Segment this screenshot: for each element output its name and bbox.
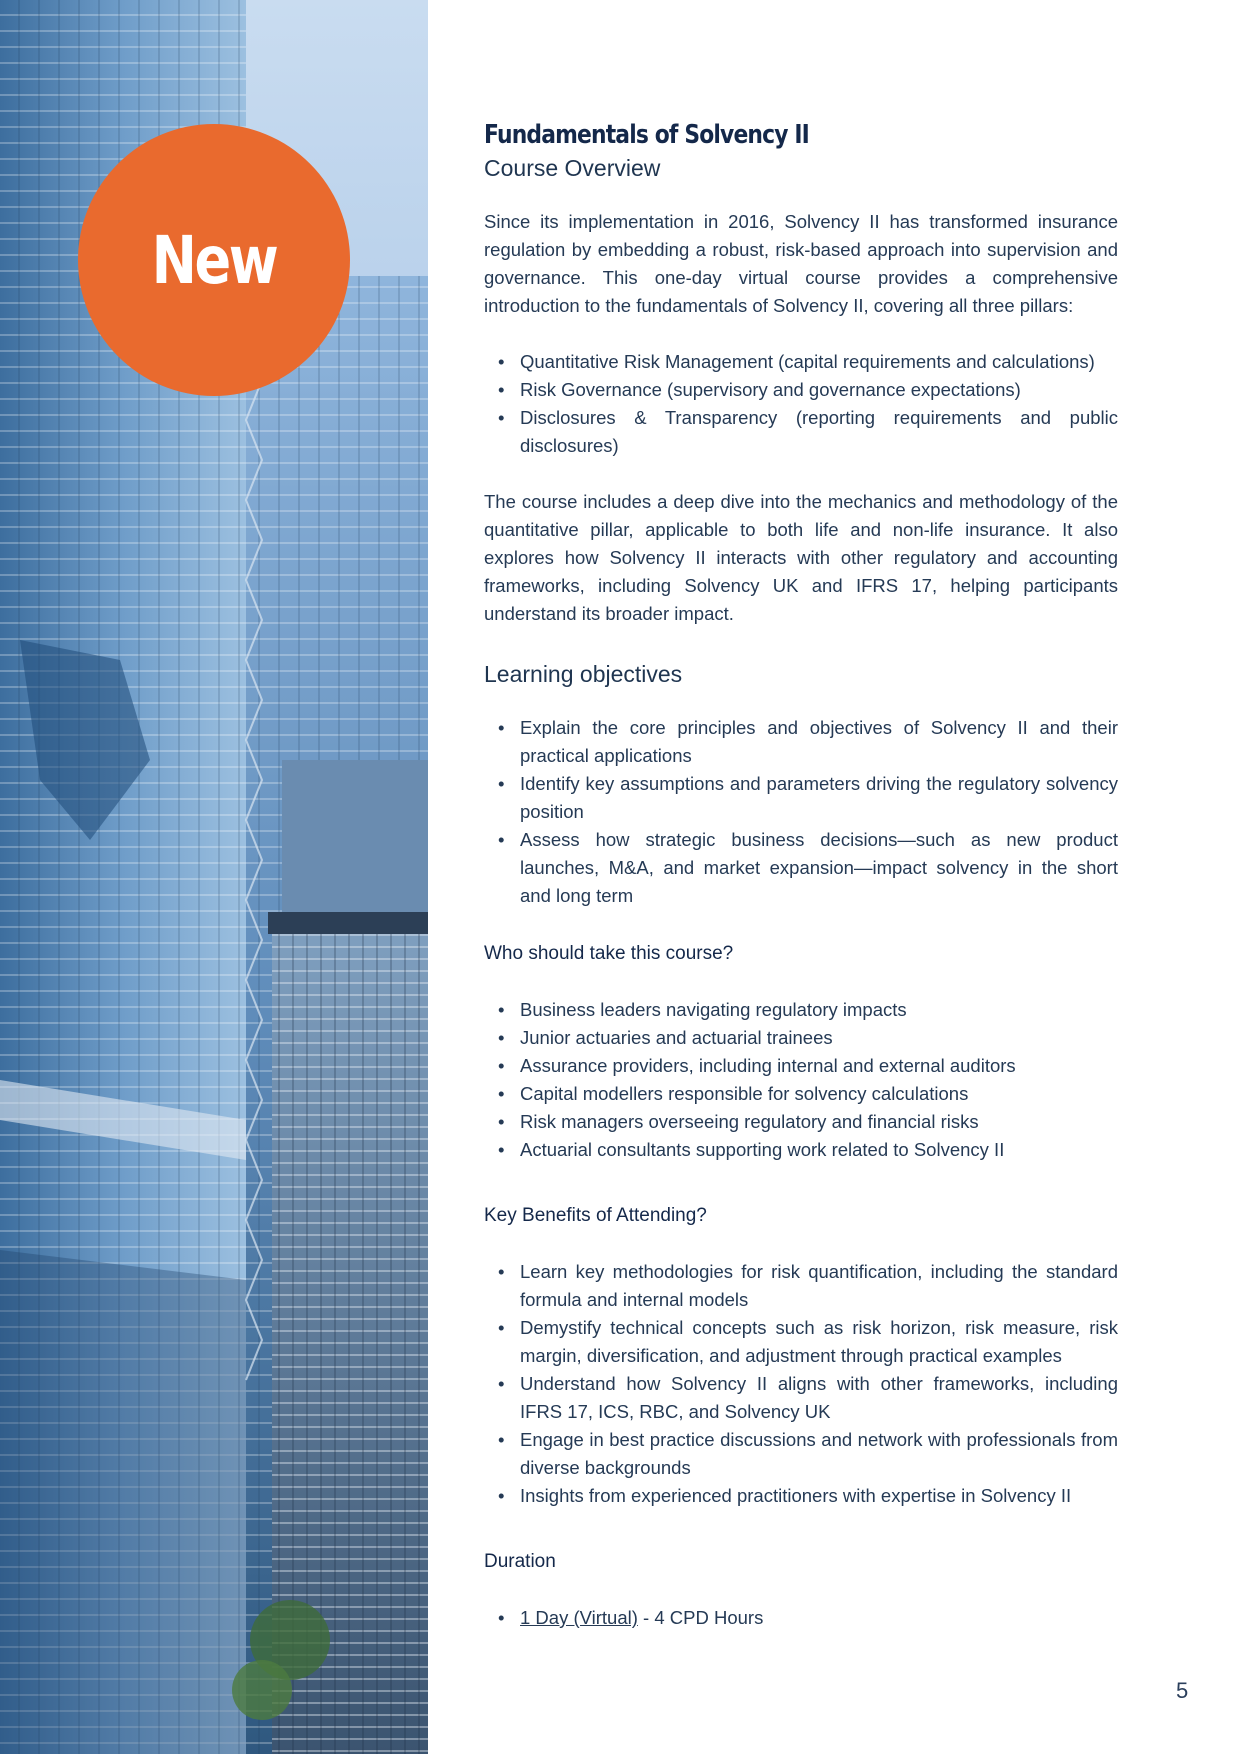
- list-item: • Assess how strategic business decisions—such as new product launches, M&A, and market expansion—impact solvency in the short and long term: [520, 826, 1118, 910]
- audience-list: [484, 996, 1118, 1164]
- deep-dive-paragraph: The course includes a deep dive into the mechanics and methodology of the quantitative pillar, applicable to both life and non-life insurance. It also explores how Solvency II interacts with other regulatory and accounting frameworks, including Solvency UK and IFRS 17, helping participants understand its broader impact.: [484, 491, 1118, 624]
- new-badge-label: New: [151, 221, 277, 299]
- list-item: • Learn key methodologies for risk quantification, including the standard formula and internal models: [520, 1258, 1118, 1314]
- list-item: • Risk Governance (supervisory and governance expectations): [520, 376, 1118, 404]
- page-subtitle: Course Overview: [484, 155, 661, 181]
- list-item: • Actuarial consultants supporting work related to Solvency II: [520, 1136, 1118, 1164]
- list-item: [520, 1604, 1118, 1632]
- list-item: • Risk managers overseeing regulatory and financial risks: [520, 1108, 1118, 1136]
- pillars-list: [484, 348, 1118, 460]
- list-item: • Disclosures & Transparency (reporting requirements and public disclosures): [520, 404, 1118, 460]
- duration-list: [484, 1604, 1118, 1632]
- list-item: • Capital modellers responsible for solvency calculations: [520, 1080, 1118, 1108]
- list-item: • Quantitative Risk Management (capital requirements and calculations): [520, 348, 1118, 376]
- list-item: • Understand how Solvency II aligns with other frameworks, including IFRS 17, ICS, RBC, and Solvency UK: [520, 1370, 1118, 1426]
- new-badge: [78, 124, 350, 396]
- list-item: • Business leaders navigating regulatory impacts: [520, 996, 1118, 1024]
- benefits-list: [484, 1258, 1118, 1510]
- list-item: • Demystify technical concepts such as risk horizon, risk measure, risk margin, diversification, and adjustment through practical examples: [520, 1314, 1118, 1370]
- benefits-heading: Key Benefits of Attending?: [484, 1205, 707, 1226]
- list-item: • Engage in best practice discussions and network with professionals from diverse backgrounds: [520, 1426, 1118, 1482]
- duration-link[interactable]: 1 Day (Virtual): [520, 1607, 638, 1628]
- intro-paragraph: Since its implementation in 2016, Solvency II has transformed insurance regulation by embedding a robust, risk-based approach into supervision and governance. This one-day virtual course provides a comprehensive introduction to the fundamentals of Solvency II, covering all three pillars:: [484, 211, 1118, 316]
- list-item: • Junior actuaries and actuarial trainees: [520, 1024, 1118, 1052]
- course-content: [484, 118, 1118, 1632]
- audience-heading: Who should take this course?: [484, 943, 734, 964]
- objectives-heading: Learning objectives: [484, 661, 683, 687]
- list-item: • Insights from experienced practitioners with expertise in Solvency II: [520, 1482, 1118, 1510]
- page-number: 5: [1176, 1678, 1189, 1703]
- list-item: • Assurance providers, including internal and external auditors: [520, 1052, 1118, 1080]
- page-title: Fundamentals of Solvency II: [484, 120, 809, 150]
- objectives-list: [484, 714, 1118, 910]
- duration-suffix: - 4 CPD Hours: [637, 1607, 764, 1628]
- list-item: • Identify key assumptions and parameters driving the regulatory solvency position: [520, 770, 1118, 826]
- list-item: • Explain the core principles and objectives of Solvency II and their practical applications: [520, 714, 1118, 770]
- duration-heading: Duration: [484, 1551, 556, 1572]
